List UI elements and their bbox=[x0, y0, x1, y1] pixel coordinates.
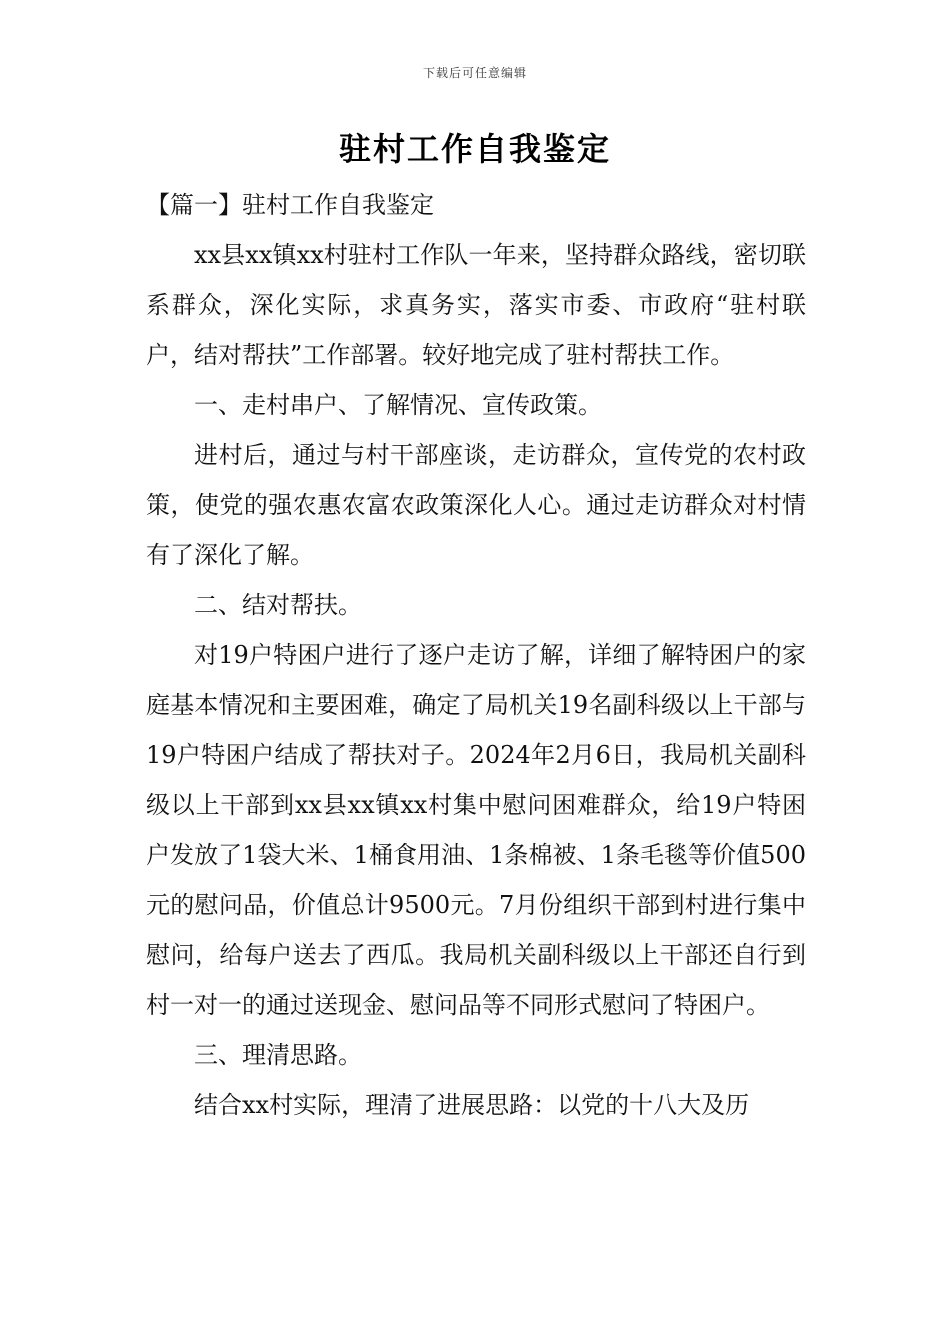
subsection-heading: 三、理清思路。 bbox=[194, 1041, 362, 1069]
subsection-heading: 一、走村串户、了解情况、宣传政策。 bbox=[194, 391, 602, 419]
body-paragraph: 结合xx村实际，理清了进展思路：以党的十八大及历 bbox=[194, 1091, 750, 1119]
body-paragraph: 对19户特困户进行了逐户走访了解，详细了解特困户的家庭基本情况和主要困难，确定了局机关19名副科级以上干部与19户特困户结成了帮扶对子。2024年2月6日，我局机关副科级以上干部到xx县xx镇xx村集中慰问困难群众，给19户特困户发放了1袋大米、1桶食用油、1条棉被、1条毛毯等价值500元的慰问品，价值总计9500元。7月份组织干部到村进行集中慰问，给每户送去了西瓜。我局机关副科级以上干部还自行到村一对一的通过送现金、慰问品等不同形式慰问了特困户。 bbox=[146, 641, 806, 1019]
body-paragraph: 进村后，通过与村干部座谈，走访群众，宣传党的农村政策，使党的强农惠农富农政策深化人心。通过走访群众对村情有了深化了解。 bbox=[146, 441, 806, 569]
header-note: 下载后可任意编辑 bbox=[422, 66, 527, 80]
body-paragraph: xx县xx镇xx村驻村工作队一年来，坚持群众路线，密切联系群众，深化实际，求真务实，落实市委、市政府“驻村联户，结对帮扶”工作部署。较好地完成了驻村帮扶工作。 bbox=[146, 241, 806, 369]
document-body bbox=[146, 180, 806, 1130]
subsection-heading: 二、结对帮扶。 bbox=[194, 591, 362, 619]
document-title: 驻村工作自我鉴定 bbox=[338, 130, 611, 168]
section-heading: 【篇一】驻村工作自我鉴定 bbox=[146, 191, 434, 219]
